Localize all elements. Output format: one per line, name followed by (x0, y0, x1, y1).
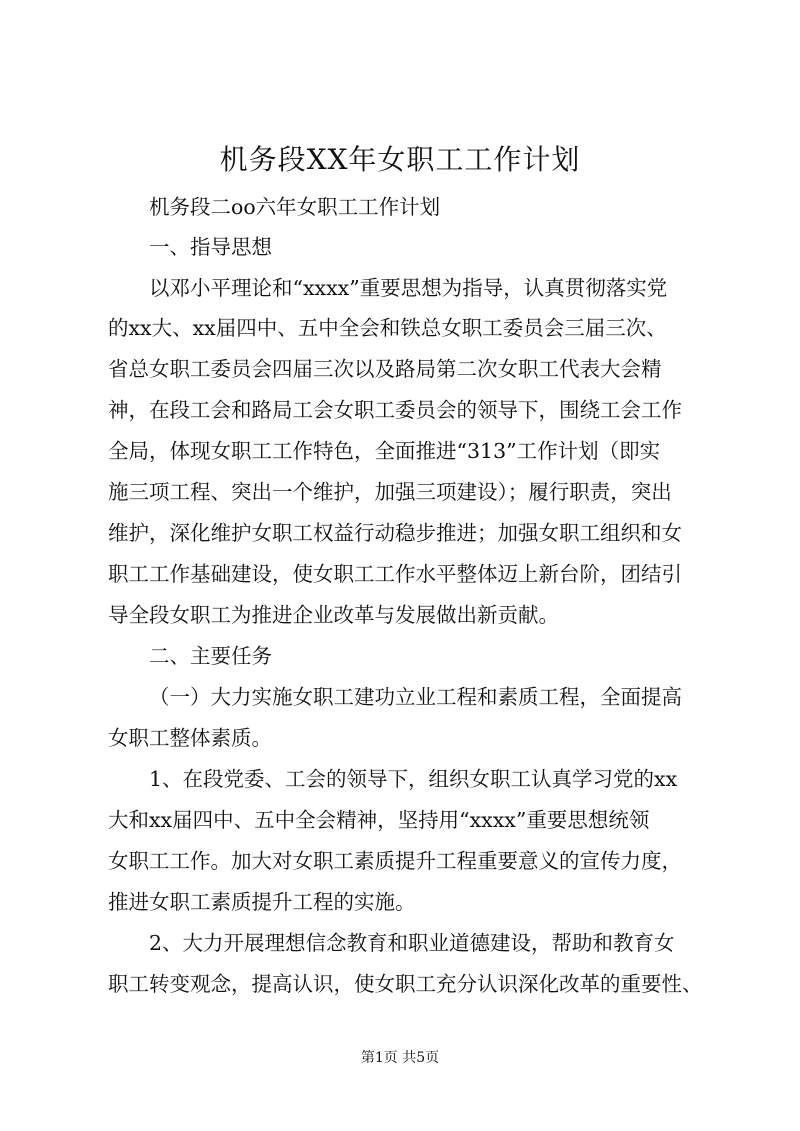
paragraph-line: 的xx大、xx届四中、五中全会和铁总女职工委员会三届三次、 (108, 316, 667, 340)
section-heading: 二、主要任务 (149, 644, 272, 668)
paragraph-line: 省总女职工委员会四届三次以及路局第二次女职工代表大会精 (108, 357, 662, 381)
paragraph-line: 推进女职工素质提升工程的实施。 (108, 890, 416, 914)
document-title: 机务段XX年女职工工作计划 (219, 143, 581, 176)
subsection-heading-cont: 女职工整体素质。 (108, 726, 272, 750)
paragraph-line: 全局，体现女职工工作特色，全面推进“313”工作计划（即实 (108, 439, 661, 463)
paragraph-line: 施三项工程、突出一个维护，加强三项建设）；履行职责，突出 (108, 480, 672, 504)
paragraph-line: 大和xx届四中、五中全会精神，坚持用“xxxx”重要思想统领 (108, 808, 650, 832)
paragraph-line: 职工转变观念，提高认识，使女职工充分认识深化改革的重要性、 (108, 972, 703, 996)
paragraph-line: 职工工作基础建设，使女职工工作水平整体迈上新台阶，团结引 (108, 562, 682, 586)
paragraph-line: 神，在段工会和路局工会女职工委员会的领导下，围绕工会工作 (108, 398, 682, 422)
paragraph-line: 导全段女职工为推进企业改革与发展做出新贡献。 (108, 603, 559, 627)
section-heading: 一、指导思想 (149, 235, 272, 259)
paragraph-line: 2、大力开展理想信念教育和职业道德建设，帮助和教育女 (149, 931, 675, 955)
paragraph-line: 女职工工作。加大对女职工素质提升工程重要意义的宣传力度， (108, 849, 682, 873)
paragraph-line: 以邓小平理论和“xxxx”重要思想为指导，认真贯彻落实党 (149, 276, 668, 300)
paragraph-line: 1、在段党委、工会的领导下，组织女职工认真学习党的xx (149, 767, 678, 791)
subtitle-line: 机务段二oo六年女职工工作计划 (149, 195, 441, 219)
page-number-footer: 第1页 共5页 (360, 1050, 440, 1066)
subsection-heading: （一）大力实施女职工建功立业工程和素质工程，全面提高 (149, 685, 682, 709)
paragraph-line: 维护，深化维护女职工权益行动稳步推进；加强女职工组织和女 (108, 521, 682, 545)
